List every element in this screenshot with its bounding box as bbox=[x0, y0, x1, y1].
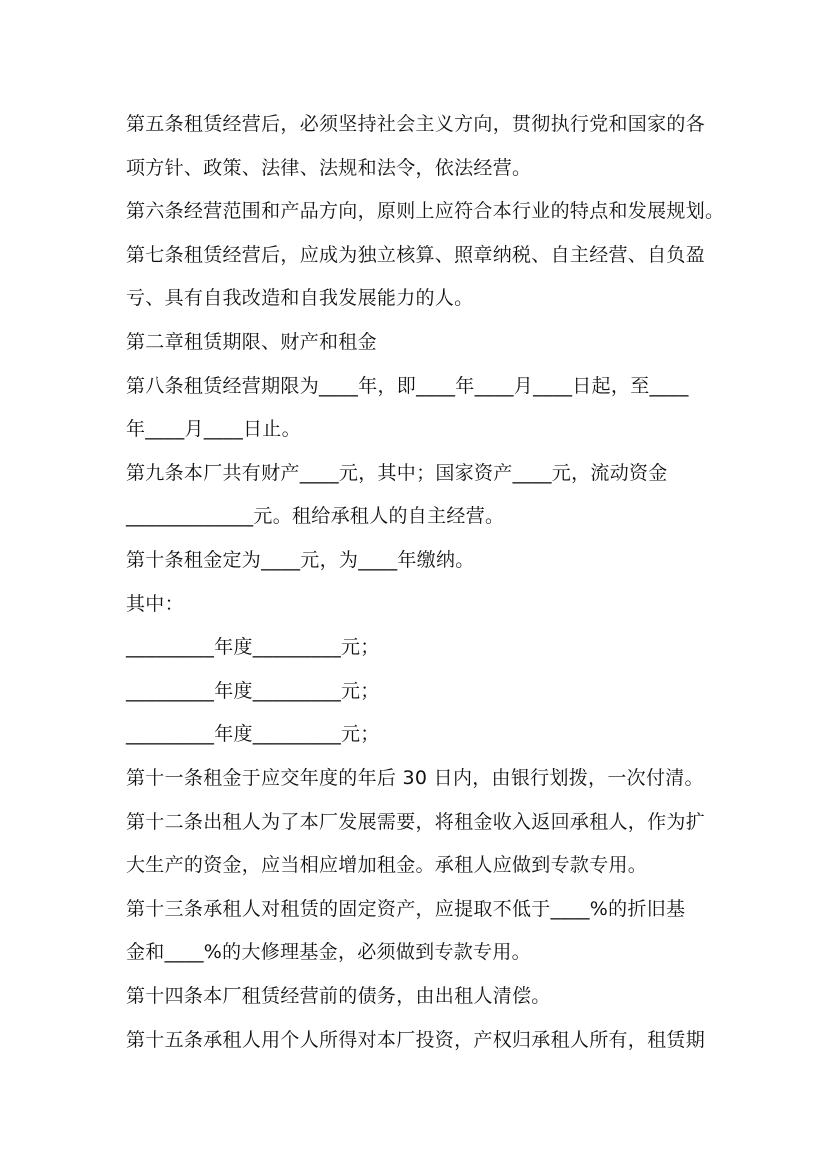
document-line: 第十四条本厂租赁经营前的债务，由出租人清偿。 bbox=[126, 985, 551, 1007]
document-line: 亏、具有自我改造和自我发展能力的人。 bbox=[126, 287, 474, 310]
document-line: 第五条租赁经营后，必须坚持社会主义方向，贯彻执行党和国家的各 bbox=[126, 113, 706, 135]
document-line: 第七条租赁经营后，应成为独立核算、照章纳税、自主经营、自负盈 bbox=[126, 243, 706, 266]
document-line: 第六条经营范围和产品方向，原则上应符合本行业的特点和发展规划。 bbox=[126, 200, 725, 223]
document-line: _________年度_________元； bbox=[126, 679, 380, 702]
document-line: 第二章租赁期限、财产和租金 bbox=[126, 331, 377, 353]
document-line: _________年度_________元； bbox=[126, 723, 380, 746]
document-line: 第十五条承租人用个人所得对本厂投资，产权归承租人所有，租赁期 bbox=[126, 1028, 706, 1051]
document-line: 第十三条承租人对租赁的固定资产，应提取不低于____%的折旧基 bbox=[126, 897, 686, 920]
document-line: _____________元。租给承租人的自主经营。 bbox=[126, 505, 505, 528]
document-line: 大生产的资金，应当相应增加租金。承租人应做到专款专用。 bbox=[126, 854, 648, 877]
document-line: 第十二条出租人为了本厂发展需要，将租金收入返回承租人，作为扩 bbox=[126, 810, 706, 833]
document-line: 年____月____日止。 bbox=[126, 418, 301, 441]
document-line: 第八条租赁经营期限为____年，即____年____月____日起，至____ bbox=[126, 374, 689, 397]
document-line: _________年度_________元； bbox=[126, 636, 380, 659]
document-line: 项方针、政策、法律、法规和法令，依法经营。 bbox=[126, 156, 532, 179]
document-line: 金和____%的大修理基金，必须做到专款专用。 bbox=[126, 941, 531, 964]
document-line: 第九条本厂共有财产____元，其中；国家资产____元，流动资金 bbox=[126, 461, 668, 484]
document-line: 第十一条租金于应交年度的年后 30 日内，由银行划拨，一次付清。 bbox=[126, 767, 704, 789]
document-line: 其中： bbox=[126, 592, 184, 615]
document-line: 第十条租金定为____元，为____年缴纳。 bbox=[126, 549, 475, 571]
